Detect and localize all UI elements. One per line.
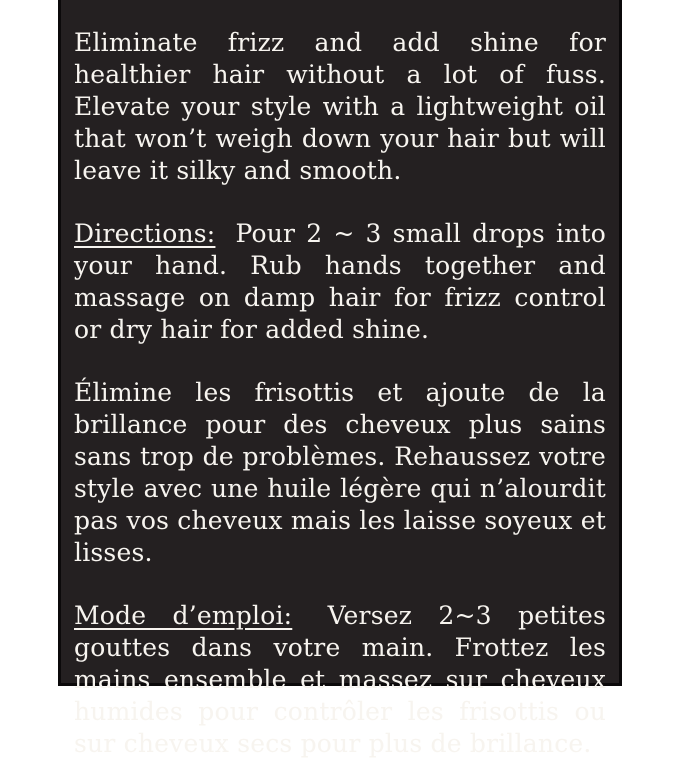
mode-demploi-body-text: Versez 2~3 petites gouttes dans votre main. Frottez les mains ensemble et massez sur cheveux humides pour contrôler les frisottis ou sur cheveux secs pour plus de brillance. [74, 601, 606, 758]
mode-demploi-paragraph [74, 600, 606, 760]
french-description-text: Élimine les frisottis et ajoute de la brillance pour des cheveux plus sains sans trop de problèmes. Rehaussez votre style avec une huile légère qui n’alourdit pas vos cheveux mais les laisse soyeux et lisses. [74, 378, 606, 567]
english-description-text: Eliminate frizz and add shine for healthier hair without a lot of fuss. Elevate your style with a lightweight oil that won’t weigh down your hair but will leave it silky and smooth. [74, 28, 606, 185]
mode-demploi-heading: Mode d’emploi: [74, 601, 293, 630]
english-description-paragraph [74, 27, 606, 187]
directions-paragraph [74, 218, 606, 346]
directions-body-text: Pour 2 ~ 3 small drops into your hand. Rub hands together and massage on damp hair for frizz control or dry hair for added shine. [74, 219, 606, 344]
french-description-paragraph [74, 377, 606, 569]
product-label-panel [58, 0, 622, 758]
directions-heading: Directions: [74, 219, 216, 248]
